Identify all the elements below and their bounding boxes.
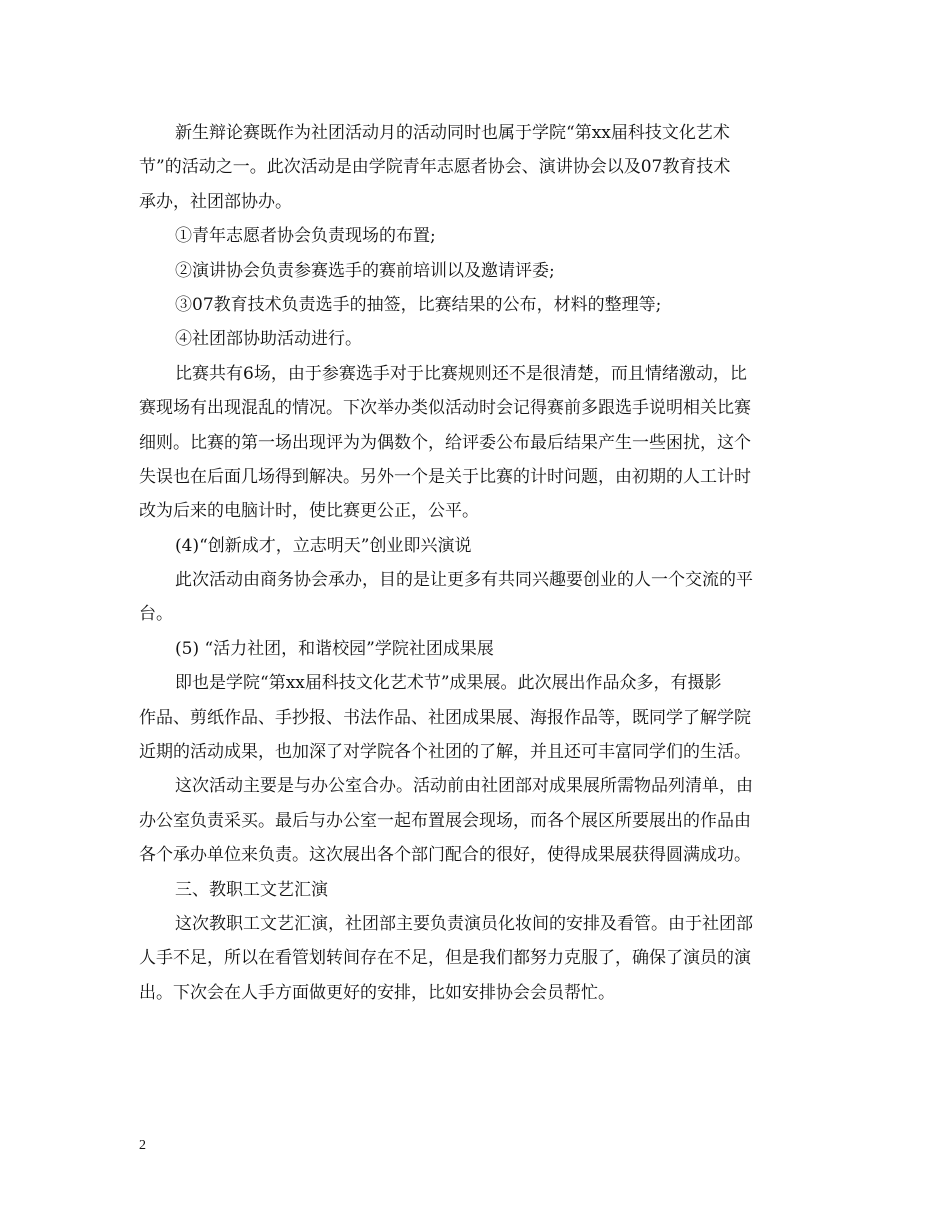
paragraph-line: 即也是学院“第xx届科技文化艺术节”成果展。此次展出作品众多，有摄影 (175, 673, 722, 694)
paragraph-line: 比赛共有6场，由于参赛选手对于比赛规则还不是很清楚，而且情绪激动，比 (175, 363, 747, 384)
list-item: ①青年志愿者协会负责现场的布置; (175, 226, 436, 247)
paragraph-line: 赛现场有出现混乱的情况。下次举办类似活动时会记得赛前多跟选手说明相关比赛 (139, 398, 751, 419)
paragraph-line: 出。下次会在人手方面做更好的安排，比如安排协会会员帮忙。 (139, 982, 615, 1003)
paragraph-line: 台。 (139, 604, 173, 625)
section-heading: 三、教职工文艺汇演 (175, 879, 328, 900)
section-heading: (4)“创新成才，立志明天”创业即兴演说 (175, 535, 472, 556)
paragraph-line: 改为后来的电脑计时，使比赛更公正，公平。 (139, 501, 479, 522)
paragraph-line: 作品、剪纸作品、手抄报、书法作品、社团成果展、海报作品等，既同学了解学院 (139, 707, 751, 728)
paragraph-line: 办公室负责采买。最后与办公室一起布置展会现场，而各个展区所要展出的作品由 (139, 810, 751, 831)
body-text (139, 116, 811, 1010)
paragraph-line: 承办，社团部协办。 (139, 191, 292, 212)
list-item: ②演讲协会负责参赛选手的赛前培训以及邀请评委; (175, 260, 555, 281)
paragraph-line: 此次活动由商务协会承办，目的是让更多有共同兴趣要创业的人一个交流的平 (175, 570, 753, 591)
paragraph-line: 这次教职工文艺汇演，社团部主要负责演员化妆间的安排及看管。由于社团部 (175, 913, 753, 934)
paragraph-line: 失误也在后面几场得到解决。另外一个是关于比赛的计时问题，由初期的人工计时 (139, 466, 751, 487)
paragraph-line: 新生辩论赛既作为社团活动月的活动同时也属于学院“第xx届科技文化艺术 (175, 123, 730, 143)
section-heading: (5) “活力社团，和谐校园”学院社团成果展 (175, 638, 494, 659)
list-item: ③07教育技术负责选手的抽签，比赛结果的公布，材料的整理等; (175, 294, 662, 315)
paragraph-line: 各个承办单位来负责。这次展出各个部门配合的很好，使得成果展获得圆满成功。 (139, 845, 751, 866)
paragraph-line: 细则。比赛的第一场出现评为为偶数个，给评委公布最后结果产生一些困扰，这个 (139, 432, 751, 453)
paragraph-line: 节”的活动之一。此次活动是由学院青年志愿者协会、演讲协会以及07教育技术 (139, 157, 731, 178)
paragraph-line: 近期的活动成果，也加深了对学院各个社团的了解，并且还可丰富同学们的生活。 (139, 742, 751, 763)
paragraph-line: 这次活动主要是与办公室合办。活动前由社团部对成果展所需物品列清单，由 (175, 776, 753, 797)
page-number: 2 (139, 1138, 146, 1153)
list-item: ④社团部协助活动进行。 (175, 329, 362, 350)
paragraph-line: 人手不足，所以在看管划转间存在不足，但是我们都努力克服了，确保了演员的演 (139, 948, 751, 969)
